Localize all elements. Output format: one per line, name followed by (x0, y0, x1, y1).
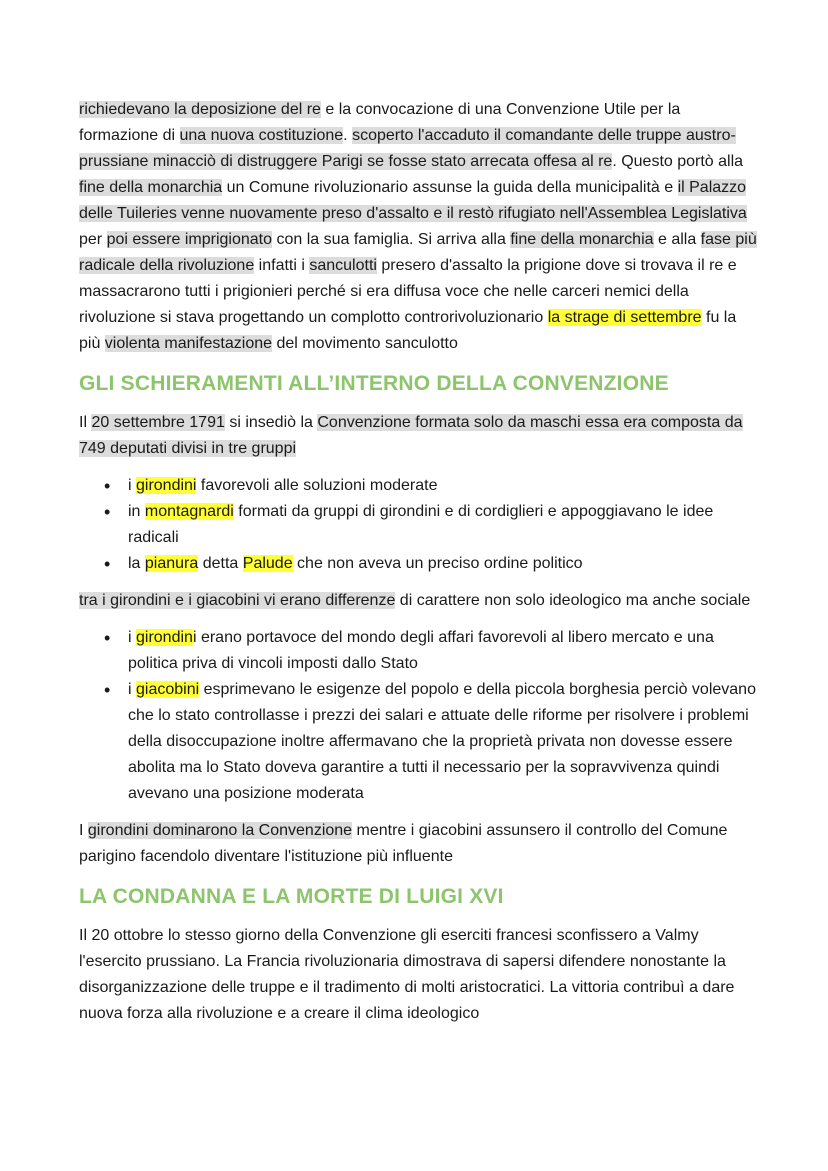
highlight-gray: richiedevano la deposizione del re (79, 101, 321, 118)
text-run: che non aveva un preciso ordine politico (292, 555, 583, 572)
text-run: in (128, 503, 145, 520)
highlight-gray: poi essere imprigionato (106, 231, 272, 248)
text-run: la (128, 555, 145, 572)
text-run: esprimevano le esigenze del popolo e della piccola borghesia perciò volevano che lo stato controllasse i prezzi dei salari e attuate delle riforme per risolvere i problemi della disoccupazione inoltre affermavano che la proprietà privata non dovesse essere abolita ma lo Stato doveva garantire a tutti il necessario per la sopravvivenza quindi avevano una posizione moderata (128, 681, 756, 802)
text-run: . (343, 127, 353, 144)
text-run: di carattere non solo ideologico ma anche sociale (395, 592, 751, 609)
text-run: del movimento sanculotto (272, 335, 458, 352)
highlight-yellow: montagnardi (144, 503, 234, 520)
text-run: formati da gruppi di girondini e di cordiglieri e appoggiavano le idee radicali (128, 503, 714, 546)
text-run: un Comune rivoluzionario assunse la guida della municipalità e (222, 179, 678, 196)
text-run: si insediò la (224, 414, 318, 431)
highlight-gray: scoperto l'accaduto il comandante delle truppe austro-prussiane minacciò di distruggere Parigi se fosse stato arrecata offesa al re (79, 127, 736, 170)
text-run: infatti i (254, 257, 310, 274)
highlight-yellow: girondin (136, 629, 193, 646)
highlight-gray: fine della monarchia (510, 231, 654, 248)
list-item (79, 677, 759, 807)
highlight-gray: fase più radicale della rivoluzione (79, 231, 757, 274)
text-run: detta (198, 555, 243, 572)
highlight-gray: violenta manifestazione (104, 335, 273, 352)
text-run: i erano portavoce del mondo degli affari favorevoli al libero mercato e una politica priva di vincoli imposti dallo Stato (128, 629, 714, 672)
list-girondins-jacobins (79, 625, 759, 807)
text-run: presero d'assalto la prigione dove si trovava il re e massacrarono tutti i prigionieri perché si era diffusa voce che nelle carceri nemici della rivoluzione si stava progettando un complotto controrivoluzionario (79, 257, 737, 326)
text-run: Il 20 ottobre lo stesso giorno della Convenzione gli eserciti francesi sconfissero a Valmy l'esercito prussiano. La Francia rivoluzionaria dimostrava di sapersi difendere nonostante la disorganizzazione delle truppe e il tradimento di molti aristocratici. La vittoria contribuì a dare nuova forza alla rivoluzione e a creare il clima ideologico (79, 927, 735, 1022)
text-run: fu la più (79, 309, 737, 352)
text-run: per (79, 231, 107, 248)
highlight-yellow: girondini (136, 477, 197, 494)
paragraph-domination (79, 818, 759, 870)
highlight-yellow: giacobini (136, 681, 200, 698)
highlight-gray: Convenzione formata solo da maschi essa era composta da 749 deputati divisi in tre gruppi (79, 414, 743, 457)
text-run: i (128, 629, 136, 646)
highlight-gray: tra i girondini e i giacobini vi erano differenze (79, 592, 396, 609)
text-run: e la convocazione di una Convenzione Utile per la formazione di (79, 101, 681, 144)
list-item (79, 473, 759, 499)
text-run: Il (79, 414, 92, 431)
text-run: con la sua famiglia. Si arriva alla (272, 231, 511, 248)
text-run: i (128, 477, 136, 494)
text-run: favorevoli alle soluzioni moderate (196, 477, 438, 494)
list-item (79, 499, 759, 551)
highlight-yellow: Palude (242, 555, 293, 572)
heading-louis-xvi: LA CONDANNA E LA MORTE DI LUIGI XVI (79, 885, 504, 908)
highlight-gray: una nuova costituzione (179, 127, 344, 144)
highlight-gray: 20 settembre 1791 (91, 414, 225, 431)
highlight-gray: fine della monarchia (79, 179, 223, 196)
paragraph-convention-formation (79, 410, 759, 462)
text-run: I (79, 822, 88, 839)
highlight-gray: girondini dominarono la Convenzione (87, 822, 353, 839)
highlight-yellow: la strage di settembre (547, 309, 702, 326)
highlight-gray: sanculotti (309, 257, 377, 274)
text-run: . Questo portò alla (612, 153, 744, 170)
text-run: i (128, 681, 136, 698)
list-item (79, 625, 759, 677)
document-body (79, 97, 759, 1038)
list-convention-groups (79, 473, 759, 577)
text-run: e alla (653, 231, 701, 248)
text-run: mentre i giacobini assunsero il controllo del Comune parigino facendolo diventare l'istituzione più influente (79, 822, 728, 865)
paragraph-differences (79, 588, 759, 614)
highlight-yellow: pianura (144, 555, 199, 572)
highlight-gray: il Palazzo delle Tuileries venne nuovamente preso d'assalto e il restò rifugiato nell'Assemblea Legislativa (79, 179, 747, 222)
list-item (79, 551, 759, 577)
paragraph-monarchy-fall (79, 97, 759, 357)
paragraph-valmy (79, 923, 759, 1027)
heading-convention-factions: GLI SCHIERAMENTI ALL’INTERNO DELLA CONVENZIONE (79, 372, 669, 395)
